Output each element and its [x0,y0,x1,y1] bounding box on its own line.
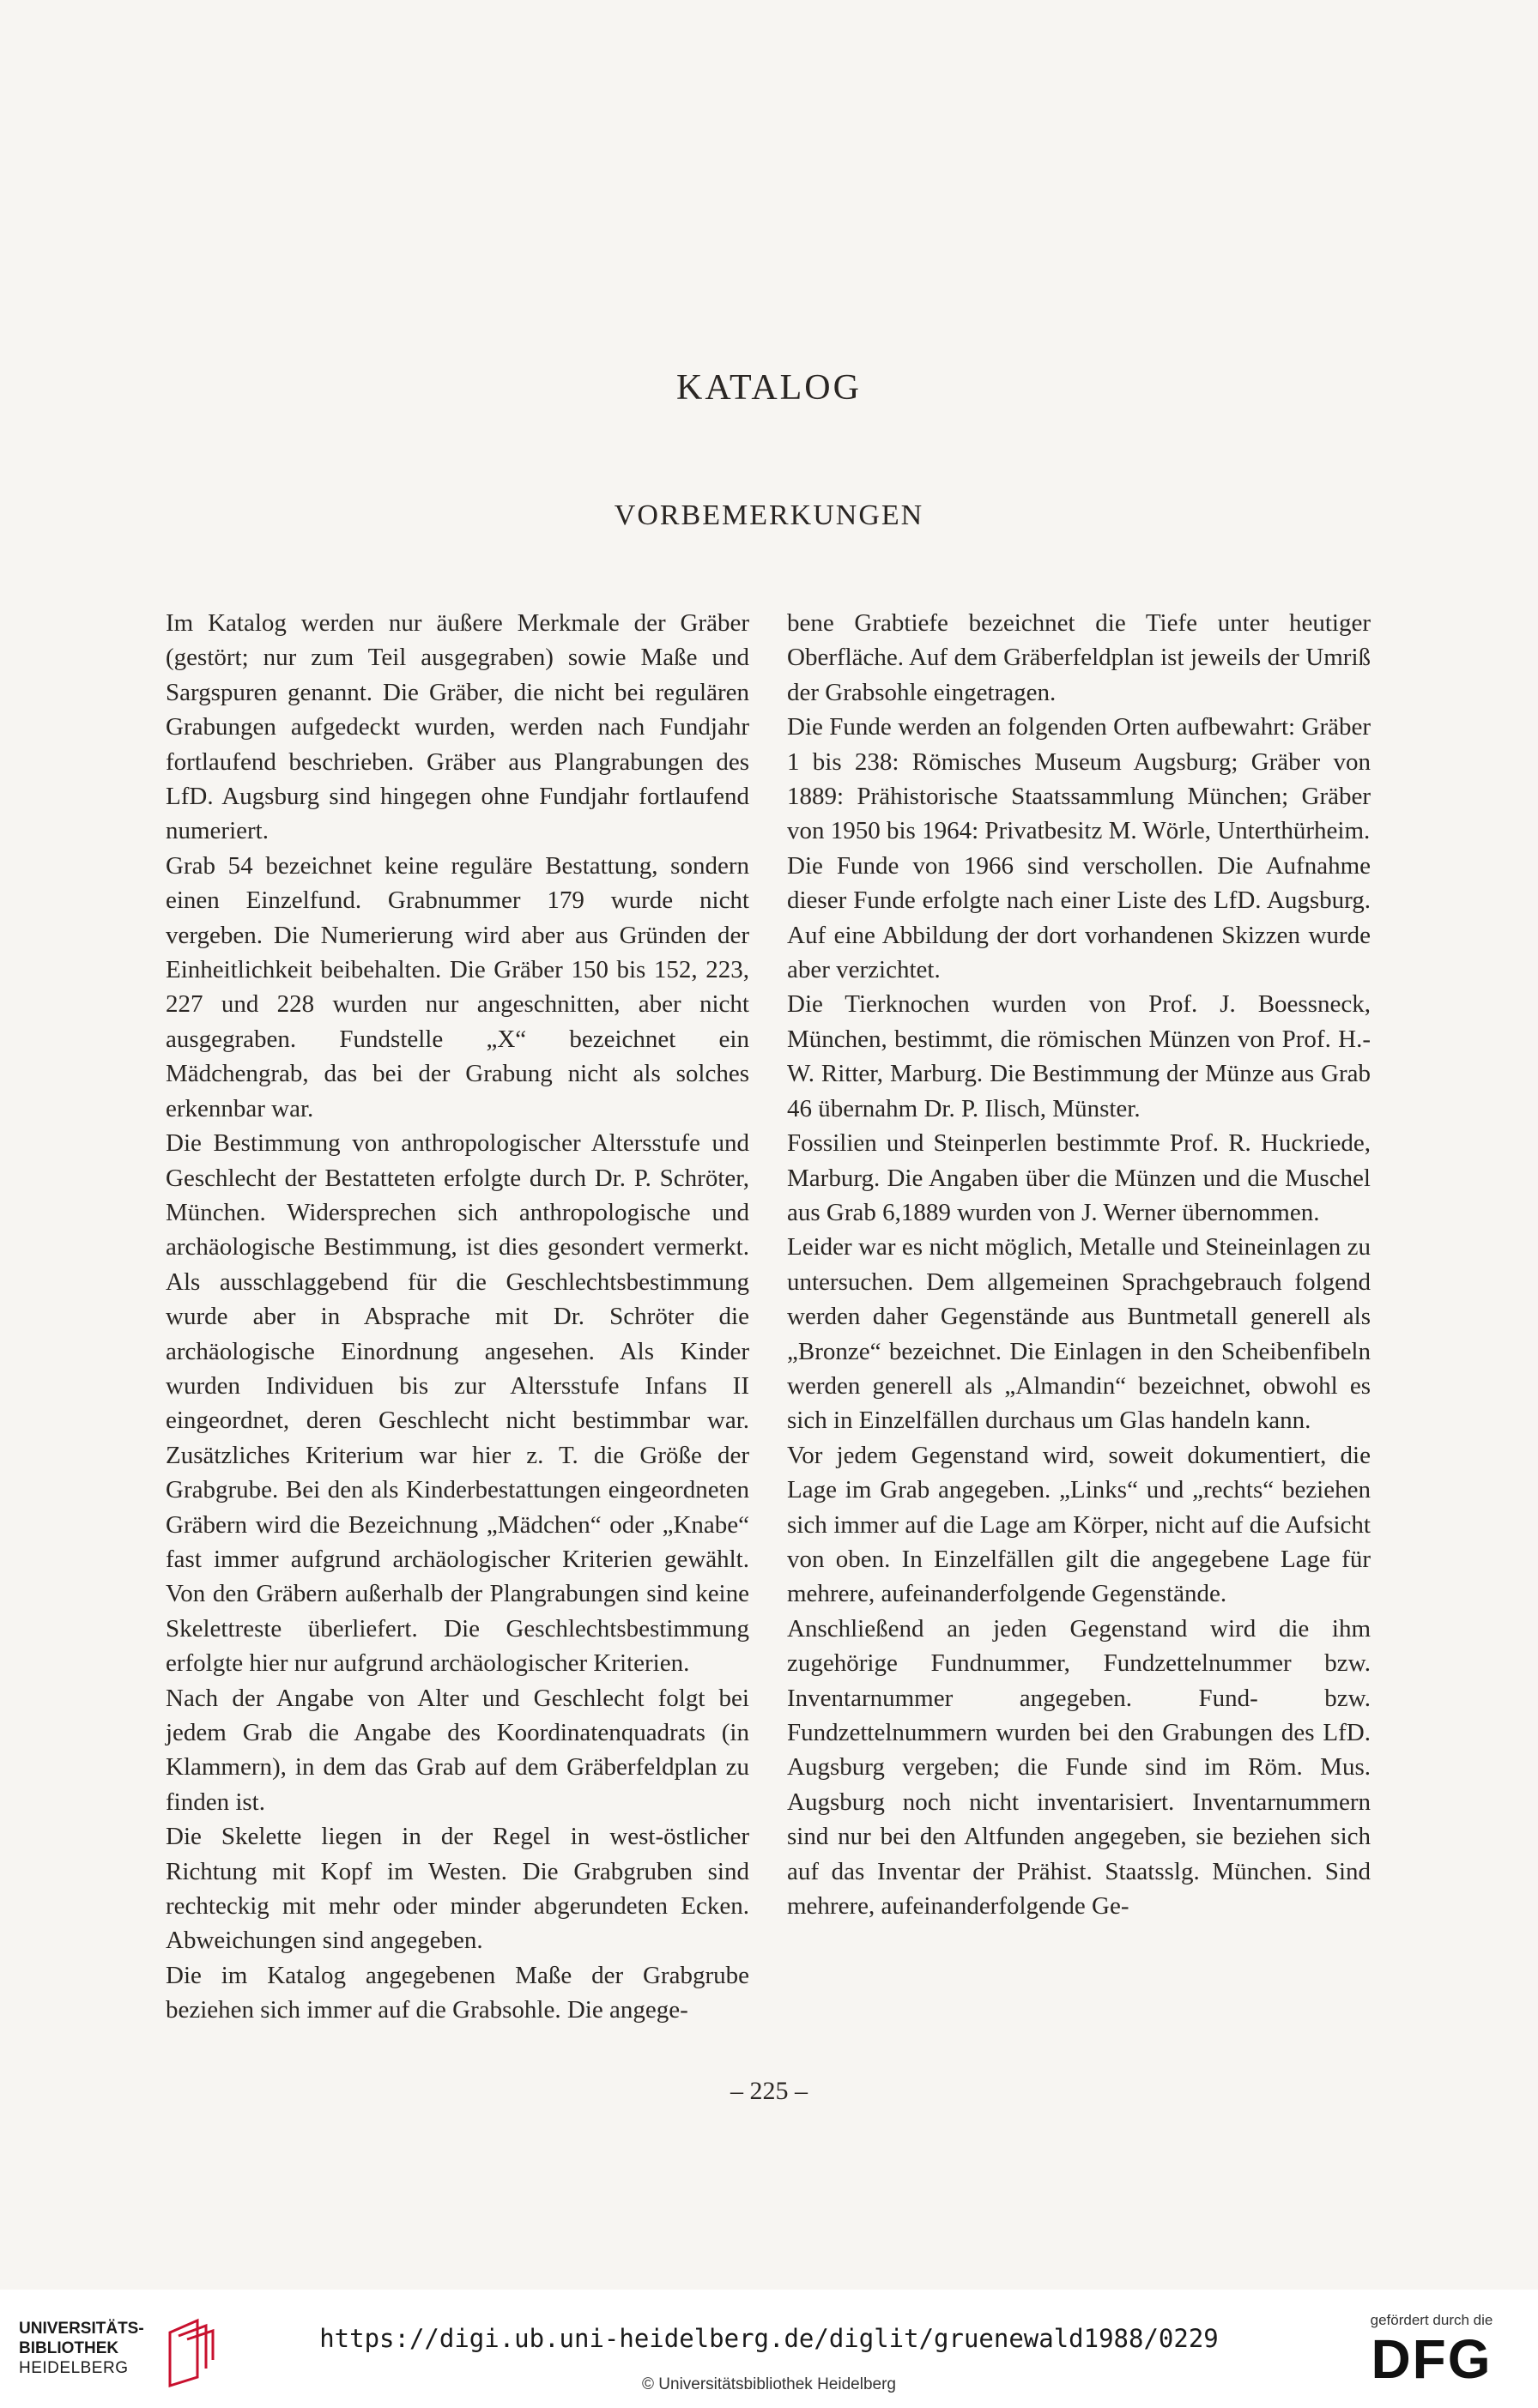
footer-bar [0,2290,1538,2408]
right-column [787,606,1371,1923]
library-name-line: BIBLIOTHEK [19,2339,119,2357]
paragraph: Fossilien und Steinperlen bestimmte Prof. R. Huckriede, Marburg. Die Angaben über die Münzen und die Muschel aus Grab 6,1889 wurden von J. Werner übernommen. [787,1129,1371,1226]
source-url-link[interactable]: https://digi.ub.uni-heidelberg.de/diglit/gruenewald1988/0229 [319,2324,1219,2353]
paragraph: Die Bestimmung von anthropologischer Altersstufe und Geschlecht der Bestatteten erfolgte durch Dr. P. Schröter, München. Widersprechen sich anthropologische und archäologische Bestimmung, ist dies gesondert vermerkt. Als ausschlaggebend für die Geschlechtsbestimmung wurde aber in Absprache mit Dr. Schröter die archäologische Einordnung angesehen. Als Kinder wurden Individuen bis zur Altersstufe Infans II eingeordnet, deren Geschlecht nicht bestimmbar war. Zusätzliches Kriterium war hier z. T. die Größe der Grabgrube. Bei den als Kinderbestattungen eingeordneten Gräbern wird die Bezeichnung „Mädchen“ oder „Knabe“ fast immer aufgrund archäologischer Kriterien gewählt. Von den Gräbern außerhalb der Plangrabungen sind keine Skelettreste überliefert. Die Geschlechtsbestimmung erfolgte hier nur aufgrund archäologischer Kriterien. [166,1129,749,1678]
paragraph: Nach der Angabe von Alter und Geschlecht folgt bei jedem Grab die Angabe des Koordinatenquadrats (in Klammern), in dem das Grab auf dem Gräberfeldplan zu finden ist. [166,1684,749,1816]
paragraph: Die Funde von 1966 sind verschollen. Die Aufnahme dieser Funde erfolgte nach einer Liste des LfD. Augsburg. Auf eine Abbildung der dort vorhandenen Skizzen wurde aber verzichtet. [787,851,1371,984]
paragraph: Die Tierknochen wurden von Prof. J. Boessneck, München, bestimmt, die römischen Münzen von Prof. H.-W. Ritter, Marburg. Die Bestimmung der Münze aus Grab 46 übernahm Dr. P. Ilisch, Münster. [787,990,1371,1122]
paragraph: Im Katalog werden nur äußere Merkmale der Gräber (gestört; nur zum Teil ausgegraben) sowie Maße und Sargspuren genannt. Die Gräber, die nicht bei regulären Grabungen aufgedeckt wurden, werden nach Fundjahr fortlaufend beschrieben. Gräber aus Plangrabungen des LfD. Augsburg sind hingegen ohne Fundjahr fortlaufend numeriert. [166,609,749,845]
paragraph: Anschließend an jeden Gegenstand wird die ihm zugehörige Fundnummer, Fundzettelnummer bzw. Inventarnummer angegeben. Fund- bzw. Fundzettelnummern wurden bei den Grabungen des LfD. Augsburg vergeben; die Funde sind im Röm. Mus. Augsburg noch nicht inventarisiert. Inventarnummern sind nur bei den Altfunden angegeben, sie beziehen sich auf das Inventar der Prähist. Staatsslg. München. Sind mehrere, aufeinanderfolgende Ge- [787,1614,1371,1921]
paragraph: Leider war es nicht möglich, Metalle und Steineinlagen zu untersuchen. Dem allgemeinen Sprachgebrauch folgend werden daher Gegenstände aus Buntmetall generell als „Bronze“ bezeichnet. Die Einlagen in den Scheibenfibeln werden generell als „Almandin“ bezeichnet, obwohl es sich in Einzelfällen durchaus um Glas handeln kann. [787,1233,1371,1435]
section-title: VORBEMERKUNGEN [614,499,924,531]
left-column [166,606,749,2028]
paragraph: Grab 54 bezeichnet keine reguläre Bestattung, sondern einen Einzelfund. Grabnummer 179 wurde nicht vergeben. Die Numerierung wird aber aus Gründen der Einheitlichkeit beibehalten. Die Gräber 150 bis 152, 223, 227 und 228 wurden nur angeschnitten, aber nicht ausgegraben. Fundstelle „X“ bezeichnet ein Mädchengrab, das bei der Grabung nicht als solches erkennbar war. [166,851,749,1122]
dfg-logo: DFG [1371,2328,1493,2390]
page-number: – 225 – [730,2077,808,2105]
paragraph: Die im Katalog angegebenen Maße der Grabgrube beziehen sich immer auf die Grabsohle. Die angege- [166,1961,749,2024]
library-name-line: HEIDELBERG [19,2359,129,2377]
paragraph: bene Grabtiefe bezeichnet die Tiefe unter heutiger Oberfläche. Auf dem Gräberfeldplan ist jeweils der Umriß der Grabsohle eingetragen. [787,609,1371,706]
paragraph: Die Funde werden an folgenden Orten aufbewahrt: Gräber 1 bis 238: Römisches Museum Augsburg; Gräber von 1889: Prähistorische Staatssammlung München; Gräber von 1950 bis 1964: Privatbesitz M. Wörle, Unterthürheim. [787,713,1371,845]
library-name-line: UNIVERSITÄTS- [19,2320,144,2338]
copyright-notice: © Universitätsbibliothek Heidelberg [642,2375,896,2393]
paragraph: Die Skelette liegen in der Regel in west-östlicher Richtung mit Kopf im Westen. Die Grabgruben sind rechteckig mit mehr oder minder abgerundeten Ecken. Abweichungen sind angegeben. [166,1823,749,1955]
dfg-funding-logo[interactable] [1354,2312,1509,2389]
funding-caption: gefördert durch die [1370,2312,1493,2328]
paragraph: Vor jedem Gegenstand wird, soweit dokumentiert, die Lage im Grab angegeben. „Links“ und „rechts“ beziehen sich immer auf die Lage am Körper, nicht auf die Aufsicht von oben. In Einzelfällen gilt die angegebene Lage für mehrere, aufeinanderfolgende Gegenstände. [787,1441,1371,1608]
page-title: KATALOG [676,368,862,408]
